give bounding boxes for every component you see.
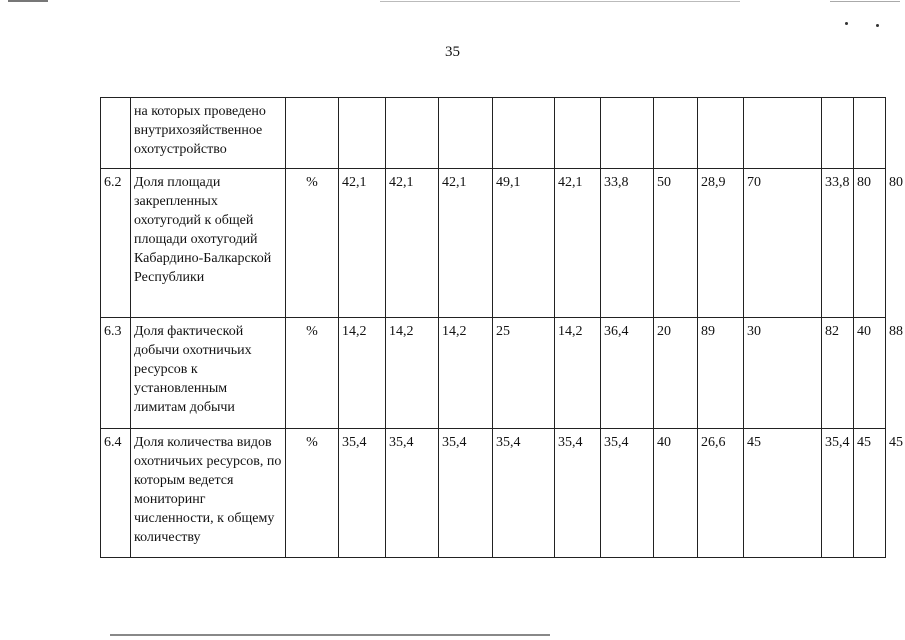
scan-edge-bottom [110,634,550,636]
value-cell [654,98,698,169]
value-cell: 42,1 [439,169,493,318]
row-number: 6.2 [101,169,131,318]
value-cell [698,98,744,169]
value-cell: 20 [654,318,698,429]
table-row: 6.3 Доля фактической добычи охотничьих ресурсов к установленным лимитам добычи % 14,2 14,2 14,2 25 14,2 36,4 20 89 30 82 40 88 [101,318,886,429]
row-number: 6.4 [101,429,131,558]
scan-speck [876,24,879,27]
value-cell: 14,2 [555,318,601,429]
value-cell: 33,8 [822,169,854,318]
value-cell: 35,4 [555,429,601,558]
indicator-name: Доля количества видов охотничьих ресурсов, по которым ведется мониторинг численности, к общему количеству [131,429,286,558]
unit-cell: % [286,318,339,429]
value-cell [854,98,886,169]
value-cell: 26,6 [698,429,744,558]
value-cell: 35,4 [493,429,555,558]
value-cell: 40 [854,318,886,429]
value-cell: 35,4 [339,429,386,558]
value-cell: 42,1 [339,169,386,318]
value-cell [744,98,822,169]
value-cell: 35,4 [386,429,439,558]
scan-speck [845,22,848,25]
row-number [101,98,131,169]
scan-artifact [8,0,48,2]
value-cell [339,98,386,169]
indicators-table [100,97,903,558]
value-cell [439,98,493,169]
value-cell: 40 [654,429,698,558]
scan-artifact [380,1,740,2]
value-cell: 70 [744,169,822,318]
value-cell [386,98,439,169]
unit-cell: % [286,429,339,558]
unit-cell: % [286,169,339,318]
unit-cell [286,98,339,169]
indicator-name: Доля площади закрепленных охотугодий к общей площади охотугодий Кабардино-Балкарской Республики [131,169,286,318]
value-cell: 49,1 [493,169,555,318]
indicator-name: Доля фактической добычи охотничьих ресурсов к установленным лимитам добычи [131,318,286,429]
value-cell: 30 [744,318,822,429]
value-cell: 50 [654,169,698,318]
value-cell: 28,9 [698,169,744,318]
value-cell: 45 [854,429,886,558]
value-cell [493,98,555,169]
value-cell [555,98,601,169]
value-cell: 89 [698,318,744,429]
value-cell: 33,8 [601,169,654,318]
value-cell [822,98,854,169]
row-number: 6.3 [101,318,131,429]
table-row [101,98,886,169]
value-cell: 14,2 [339,318,386,429]
value-cell [601,98,654,169]
value-cell: 42,1 [386,169,439,318]
value-cell: 35,4 [822,429,854,558]
page-number: 35 [445,44,460,60]
value-cell: 45 [744,429,822,558]
value-cell: 42,1 [555,169,601,318]
table-row: 6.4 Доля количества видов охотничьих ресурсов, по которым ведется мониторинг численности, к общему количеству % 35,4 35,4 35,4 35,4 35,4 35,4 40 26,6 45 35,4 45 45 [101,429,886,558]
value-cell: 14,2 [386,318,439,429]
indicator-name: на которых проведено внутрихозяйственное охотустройство [131,98,286,169]
scan-artifact [830,1,900,2]
value-cell: 35,4 [439,429,493,558]
scan-edge-top [0,0,905,6]
value-cell: 35,4 [601,429,654,558]
value-cell: 82 [822,318,854,429]
value-cell: 25 [493,318,555,429]
table-row: 6.2 Доля площади закрепленных охотугодий к общей площади охотугодий Кабардино-Балкарской Республики % 42,1 42,1 42,1 49,1 42,1 33,8 50 28,9 70 33,8 80 80 [101,169,886,318]
value-cell: 80 [854,169,886,318]
value-cell: 14,2 [439,318,493,429]
value-cell: 36,4 [601,318,654,429]
